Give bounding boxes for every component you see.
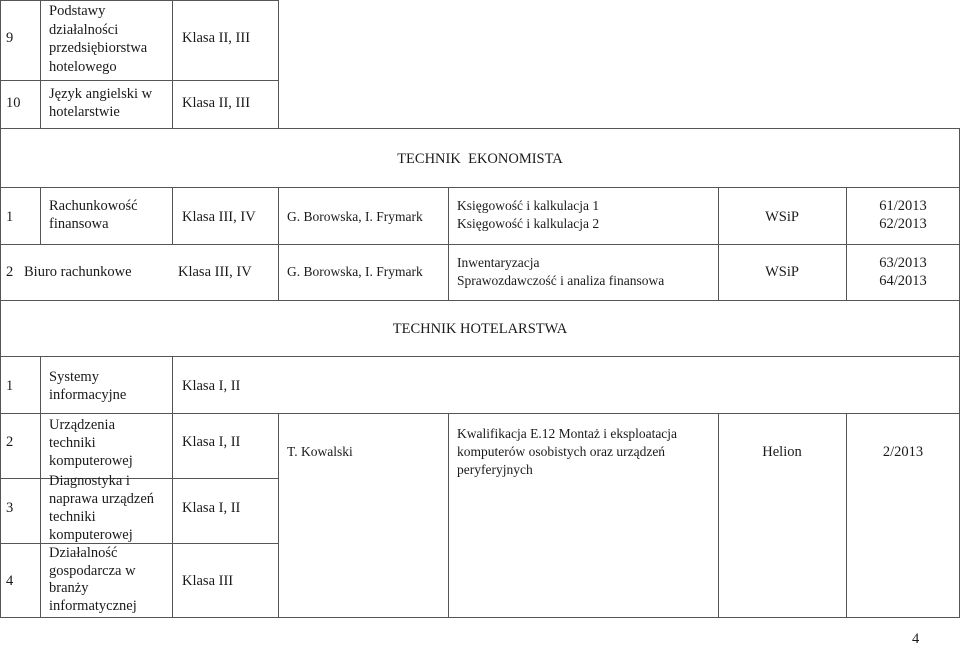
subject-line: gospodarcza w [49,562,136,579]
subject-cell [49,197,138,233]
page-number: 4 [912,631,920,647]
books-cell [457,254,664,290]
subject-line: informatycznej [49,597,137,614]
book-line: komputerów osobistych oraz urządzeń [457,444,666,459]
publisher-cell: Helion [762,444,802,460]
subject-line: hotelarstwie [49,104,120,120]
authors-cell: G. Borowska, I. Frymark [287,209,423,224]
books-cell [457,197,599,233]
classes-cell: Klasa I, II [182,434,241,450]
book-line: peryferyjnych [457,462,533,477]
approval-number-cell: 2/2013 [882,444,924,460]
subject-line: techniki [49,509,96,525]
classes-cell: Klasa II, III [182,30,251,46]
subject-cell [49,2,147,76]
approval-number-cell [846,197,960,233]
publisher-cell: WSiP [765,264,799,280]
section-title: TECHNIK HOTELARSTWA [392,321,568,337]
classes-cell: Klasa I, II [182,500,241,516]
row-number: 3 [6,500,14,516]
number-line: 64/2013 [879,273,927,289]
subject-line: informacyjne [49,387,127,403]
subject-line: techniki [49,435,96,451]
classes-cell: Klasa III, IV [182,209,256,225]
approval-number-cell [846,254,960,290]
subject-line: naprawa urządzeń [49,491,155,507]
subject-cell: Biuro rachunkowe [24,264,132,280]
book-line: Inwentaryzacja [457,255,540,270]
subject-line: działalności [49,21,119,38]
subject-cell [49,368,126,404]
subject-line: komputerowej [49,453,133,469]
subject-line: finansowa [49,216,109,232]
number-line: 61/2013 [879,198,927,214]
subject-cell [49,416,133,470]
subject-line: przedsiębiorstwa [49,40,148,56]
classes-cell: Klasa I, II [182,378,241,394]
subject-line: branży [49,580,89,596]
number-line: 63/2013 [879,255,927,271]
subject-line: Działalność [49,545,118,561]
classes-cell: Klasa III [182,573,234,589]
classes-cell: Klasa II, III [182,95,251,111]
row-number: 10 [6,95,21,111]
books-cell [457,425,677,479]
row-number: 1 [6,378,14,394]
row-number: 9 [6,30,14,46]
row-number: 4 [6,573,14,589]
subject-line: Diagnostyka i [49,473,130,489]
subject-line: Rachunkowość [49,198,138,214]
section-title: TECHNIK EKONOMISTA [397,151,563,167]
classes-cell: Klasa III, IV [178,264,252,280]
number-line: 62/2013 [879,216,927,232]
book-line: Sprawozdawczość i analiza finansowa [457,273,665,288]
subject-line: Podstawy [49,3,106,19]
subject-line: Język angielski w [49,86,153,102]
subject-cell [49,472,154,544]
row-number: 2 [6,264,14,280]
subject-line: komputerowej [49,527,133,543]
subject-line: Urządzenia [49,417,116,433]
row-number: 2 [6,434,14,450]
book-line: Kwalifikacja E.12 Montaż i eksploatacja [457,426,678,441]
authors-cell: G. Borowska, I. Frymark [287,264,423,279]
subject-cell [49,85,152,121]
subject-cell [49,545,137,615]
authors-cell: T. Kowalski [287,444,353,459]
book-line: Księgowość i kalkulacja 1 [457,198,600,213]
row-number: 1 [6,209,14,225]
book-line: Księgowość i kalkulacja 2 [457,216,600,231]
subject-line: hotelowego [49,58,117,75]
publisher-cell: WSiP [765,209,799,225]
subject-line: Systemy [49,369,99,385]
